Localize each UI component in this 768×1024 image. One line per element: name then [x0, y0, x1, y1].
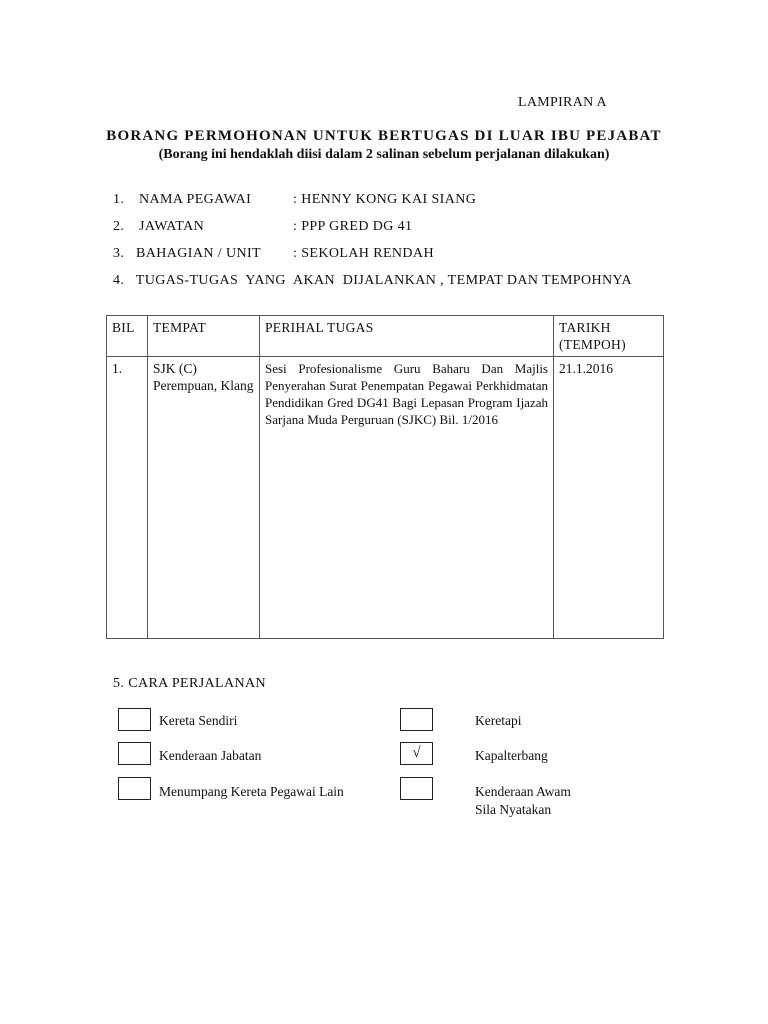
checkbox-kereta-sendiri[interactable]: [118, 708, 151, 731]
field-value-jawatan: : PPP GRED DG 41: [293, 219, 413, 234]
header-bil: BIL: [107, 316, 148, 357]
field-label-bahagian: BAHAGIAN / UNIT: [136, 246, 261, 261]
cara-perjalanan-heading: 5. CARA PERJALANAN: [113, 676, 267, 691]
label-kenderaan-awam: Kenderaan Awam: [475, 784, 571, 799]
field-num-2: 2.: [113, 219, 125, 234]
cell-tempat: SJK (C) Perempuan, Klang: [148, 357, 260, 639]
checkbox-kenderaan-awam[interactable]: [400, 777, 433, 800]
checkbox-keretapi[interactable]: [400, 708, 433, 731]
checkbox-kapalterbang[interactable]: √: [400, 742, 433, 765]
field-label-nama: NAMA PEGAWAI: [139, 192, 252, 207]
label-kenderaan-jabatan: Kenderaan Jabatan: [159, 748, 262, 763]
field-label-jawatan: JAWATAN: [139, 219, 205, 234]
header-tempat: TEMPAT: [148, 316, 260, 357]
field-num-3: 3.: [113, 246, 125, 261]
checkbox-menumpang[interactable]: [118, 777, 151, 800]
label-sila-nyatakan: Sila Nyatakan: [475, 802, 552, 817]
field-value-nama: : HENNY KONG KAI SIANG: [293, 192, 477, 207]
header-tarikh: TARIKH (TEMPOH): [554, 316, 664, 357]
lampiran-label: LAMPIRAN A: [518, 95, 607, 110]
label-kapalterbang: Kapalterbang: [475, 748, 548, 763]
form-title: BORANG PERMOHONAN UNTUK BERTUGAS DI LUAR IBU PEJABAT: [106, 128, 662, 144]
label-kereta-sendiri: Kereta Sendiri: [159, 713, 238, 728]
task-table: [106, 315, 664, 639]
cell-bil: 1.: [107, 357, 148, 639]
checkbox-kenderaan-jabatan[interactable]: [118, 742, 151, 765]
cell-tarikh: 21.1.2016: [554, 357, 664, 639]
label-menumpang: Menumpang Kereta Pegawai Lain: [159, 784, 344, 799]
cell-perihal: Sesi Profesionalisme Guru Baharu Dan Majlis Penyerahan Surat Penempatan Pegawai Perkhidmatan Pendidikan Gred DG41 Bagi Lepasan Program Ijazah Sarjana Muda Perguruan (SJKC) Bil. 1/2016: [260, 357, 554, 639]
field-value-bahagian: : SEKOLAH RENDAH: [293, 246, 434, 261]
table-header-row: [107, 316, 664, 357]
label-keretapi: Keretapi: [475, 713, 522, 728]
field-num-1: 1.: [113, 192, 125, 207]
form-subtitle: (Borang ini hendaklah diisi dalam 2 salinan sebelum perjalanan dilakukan): [158, 147, 610, 162]
item-4-heading: 4. TUGAS-TUGAS YANG AKAN DIJALANKAN , TEMPAT DAN TEMPOHNYA: [113, 273, 632, 288]
table-row: [107, 357, 664, 639]
header-perihal: PERIHAL TUGAS: [260, 316, 554, 357]
